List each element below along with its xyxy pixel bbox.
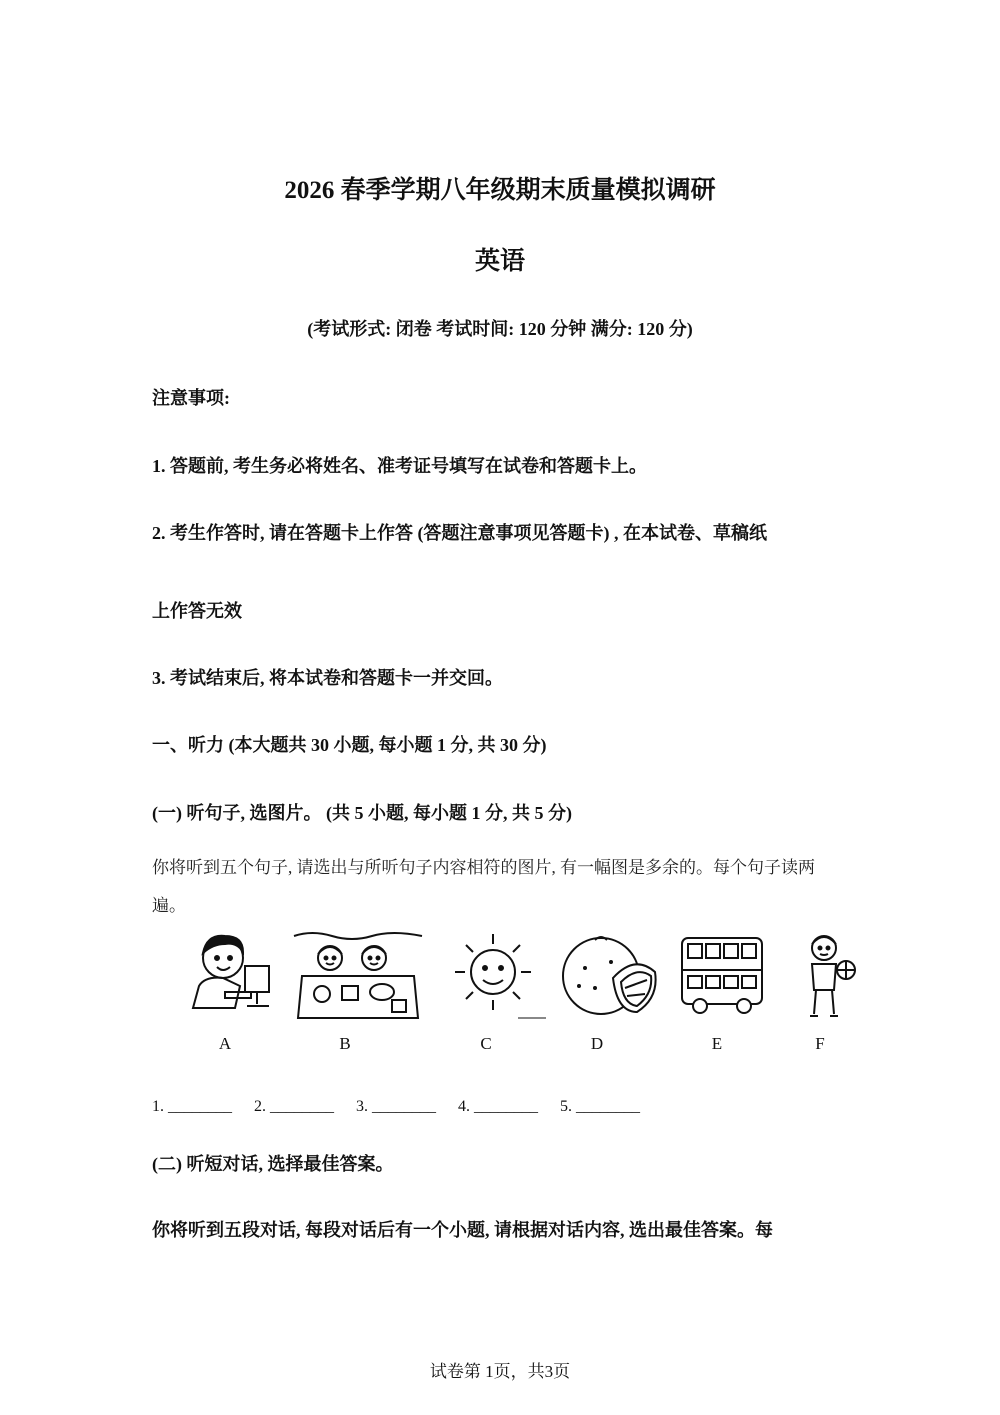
answer-blank-1[interactable]: 1. ________: [152, 1098, 232, 1115]
notice-heading: 注意事项:: [152, 388, 230, 408]
notice-item-2-line1: 2. 考生作答时, 请在答题卡上作答 (答题注意事项见答题卡) , 在本试卷、草稿纸: [152, 523, 767, 543]
part1-instruction-line1: 你将听到五个句子, 请选出与所听句子内容相符的图片, 有一幅图是多余的。每个句子读两: [152, 858, 815, 877]
part2-heading: (二) 听短对话, 选择最佳答案。: [152, 1154, 394, 1174]
picture-label: E: [711, 1034, 723, 1053]
exam-info: (考试形式: 闭卷 考试时间: 120 分钟 满分: 120 分): [307, 319, 693, 339]
boy-basketball-icon: [800, 928, 860, 1023]
boy-computer-icon: [185, 928, 280, 1018]
notice-item-3: 3. 考试结束后, 将本试卷和答题卡一并交回。: [152, 668, 503, 688]
subject-title: 英语: [474, 248, 525, 275]
part1-instruction-line2: 遍。: [152, 896, 186, 915]
picture-label: B: [339, 1034, 351, 1053]
answer-blanks: [152, 1098, 658, 1116]
picture-label: D: [590, 1034, 604, 1053]
notice-item-2-line2: 上作答无效: [152, 601, 242, 621]
part2-instruction-line1: 你将听到五段对话, 每段对话后有一个小题, 请根据对话内容, 选出最佳答案。每: [152, 1220, 773, 1240]
kids-picnic-icon: [292, 928, 424, 1023]
answer-blank-4[interactable]: 4. ________: [458, 1098, 538, 1115]
page-footer: 试卷第 1页，共3页: [429, 1362, 571, 1381]
answer-blank-2[interactable]: 2. ________: [254, 1098, 334, 1115]
picture-label: A: [218, 1034, 232, 1053]
answer-blank-3[interactable]: 3. ________: [356, 1098, 436, 1115]
answer-blank-5[interactable]: 5. ________: [560, 1098, 640, 1115]
orange-icon: [555, 928, 665, 1023]
picture-label: F: [815, 1034, 825, 1053]
bus-icon: [678, 928, 768, 1018]
notice-item-1: 1. 答题前, 考生务必将姓名、准考证号填写在试卷和答题卡上。: [152, 456, 647, 476]
picture-label: C: [480, 1034, 492, 1053]
exam-title: 2026 春季学期八年级期末质量模拟调研: [284, 177, 716, 204]
section-heading-listening: 一、听力 (本大题共 30 小题, 每小题 1 分, 共 30 分): [152, 735, 547, 755]
sun-icon: [448, 928, 548, 1023]
part1-heading: (一) 听句子, 选图片。 (共 5 小题, 每小题 1 分, 共 5 分): [152, 803, 572, 823]
